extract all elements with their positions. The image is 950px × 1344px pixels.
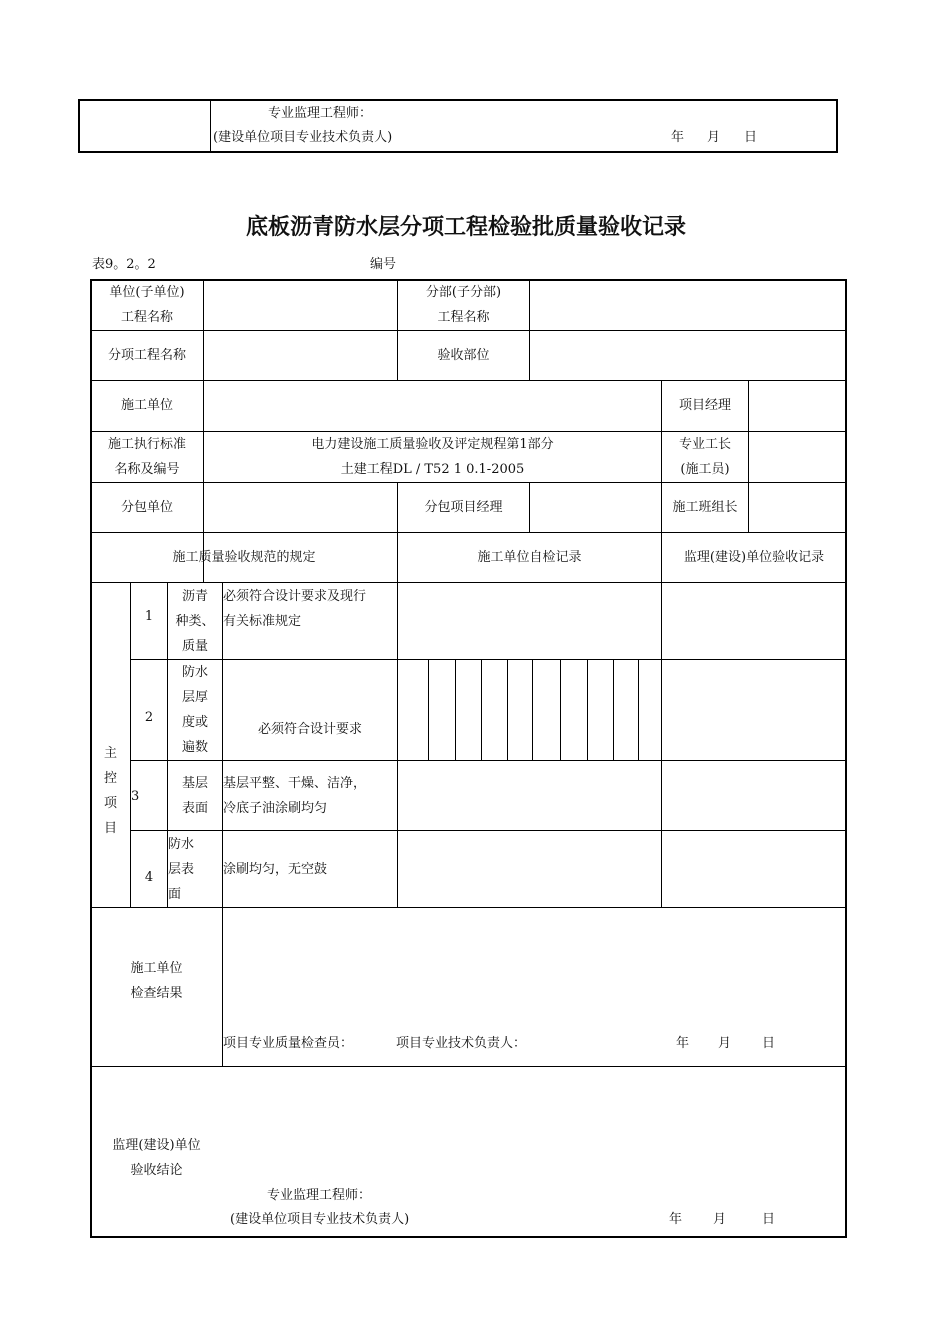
thickness-grid-line xyxy=(428,659,429,760)
record-number-label: 编号 xyxy=(370,257,397,272)
table-number: 表9。2。2 xyxy=(92,257,156,272)
item-line xyxy=(130,830,846,831)
conclusion-date-year: 年 xyxy=(669,1212,683,1227)
col-line xyxy=(748,380,749,532)
top-fragment-table xyxy=(78,99,838,153)
contractor-label: 施工单位 xyxy=(120,398,173,413)
item-line xyxy=(130,659,846,660)
project-manager-label: 项目经理 xyxy=(678,398,731,413)
item-name-label: 分项工程名称 xyxy=(107,348,186,363)
check-date-year: 年 xyxy=(676,1036,690,1051)
conclusion-date-month: 月 xyxy=(713,1212,727,1227)
col-line xyxy=(529,482,530,532)
unit-name-label: 单位(子单位) 工程名称 xyxy=(109,285,185,325)
item-name: 基层 表面 xyxy=(181,776,208,816)
row-line xyxy=(91,582,846,583)
row-line xyxy=(91,482,846,483)
item-requirement: 必须符合设计要求 xyxy=(257,722,362,737)
top-date-month: 月 xyxy=(707,130,721,145)
foreman-label: 专业工长 (施工员) xyxy=(678,437,731,477)
check-date-day: 日 xyxy=(762,1036,776,1051)
tech-lead-label: 项目专业技术负责人： xyxy=(396,1036,527,1051)
top-owner-label: (建设单位项目专业技术负责人) xyxy=(213,130,393,145)
row-line xyxy=(91,1066,846,1067)
col-line xyxy=(529,280,530,381)
top-date-year: 年 xyxy=(671,130,685,145)
check-result-label: 施工单位 检查结果 xyxy=(130,961,183,1001)
row-line xyxy=(91,380,846,381)
self-check-header: 施工单位自检记录 xyxy=(477,550,582,565)
item-requirement: 涂刷均匀，无空鼓 xyxy=(223,862,328,877)
thickness-grid-line xyxy=(587,659,588,760)
quality-inspector-label: 项目专业质量检查员： xyxy=(223,1036,354,1051)
standard-value: 电力建设施工质量验收及评定规程第1部分 土建工程DL / T52 1 0.1-2005 xyxy=(311,437,554,477)
page-title: 底板沥青防水层分项工程检验批质量验收记录 xyxy=(246,215,687,240)
row-line xyxy=(91,532,846,533)
team-leader-label: 施工班组长 xyxy=(672,500,738,515)
col-line xyxy=(130,582,131,907)
acceptance-part-label: 验收部位 xyxy=(437,348,490,363)
conclusion-owner-label: (建设单位项目专业技术负责人) xyxy=(230,1212,410,1227)
subcontractor-label: 分包单位 xyxy=(120,500,173,515)
item-no: 4 xyxy=(144,870,154,885)
thickness-grid-line xyxy=(613,659,614,760)
conclusion-date-day: 日 xyxy=(762,1212,776,1227)
top-date-day: 日 xyxy=(744,130,758,145)
item-no: 3 xyxy=(131,789,140,804)
thickness-grid-line xyxy=(455,659,456,760)
thickness-grid-line xyxy=(532,659,533,760)
item-name: 防水 层表 面 xyxy=(168,837,195,902)
thickness-grid-line xyxy=(560,659,561,760)
item-line xyxy=(130,760,846,761)
item-name: 防水 层厚 度或 遍数 xyxy=(181,665,208,755)
top-supervisor-label: 专业监理工程师： xyxy=(268,106,373,121)
col-line xyxy=(222,582,223,1066)
thickness-grid-line xyxy=(638,659,639,760)
item-requirement: 基层平整、干燥、洁净， 冷底子油涂刷均匀 xyxy=(223,776,367,816)
standard-label: 施工执行标准 名称及编号 xyxy=(107,437,186,477)
item-no: 2 xyxy=(144,710,154,725)
spec-header: 施工质量验收规范的规定 xyxy=(172,550,316,565)
item-no: 1 xyxy=(144,609,154,624)
item-name: 沥青 种类、 质量 xyxy=(175,589,215,654)
row-line xyxy=(91,330,846,331)
row-line xyxy=(91,907,846,908)
col-line xyxy=(661,582,662,907)
col-line xyxy=(397,582,398,907)
main-control-label: 主 控 项 目 xyxy=(103,746,117,836)
item-requirement: 必须符合设计要求及现行 有关标准规定 xyxy=(223,589,367,629)
supervision-header: 监理(建设)单位验收记录 xyxy=(683,550,825,565)
conclusion-supervisor-label: 专业监理工程师： xyxy=(267,1188,372,1203)
top-fragment-divider xyxy=(210,100,211,152)
check-date-month: 月 xyxy=(718,1036,732,1051)
conclusion-label: 监理(建设)单位 验收结论 xyxy=(112,1138,201,1178)
sub-unit-name-label: 分部(子分部) 工程名称 xyxy=(425,285,502,325)
col-line xyxy=(203,280,204,582)
sub-pm-label: 分包项目经理 xyxy=(424,500,503,515)
thickness-grid-line xyxy=(481,659,482,760)
thickness-grid-line xyxy=(507,659,508,760)
